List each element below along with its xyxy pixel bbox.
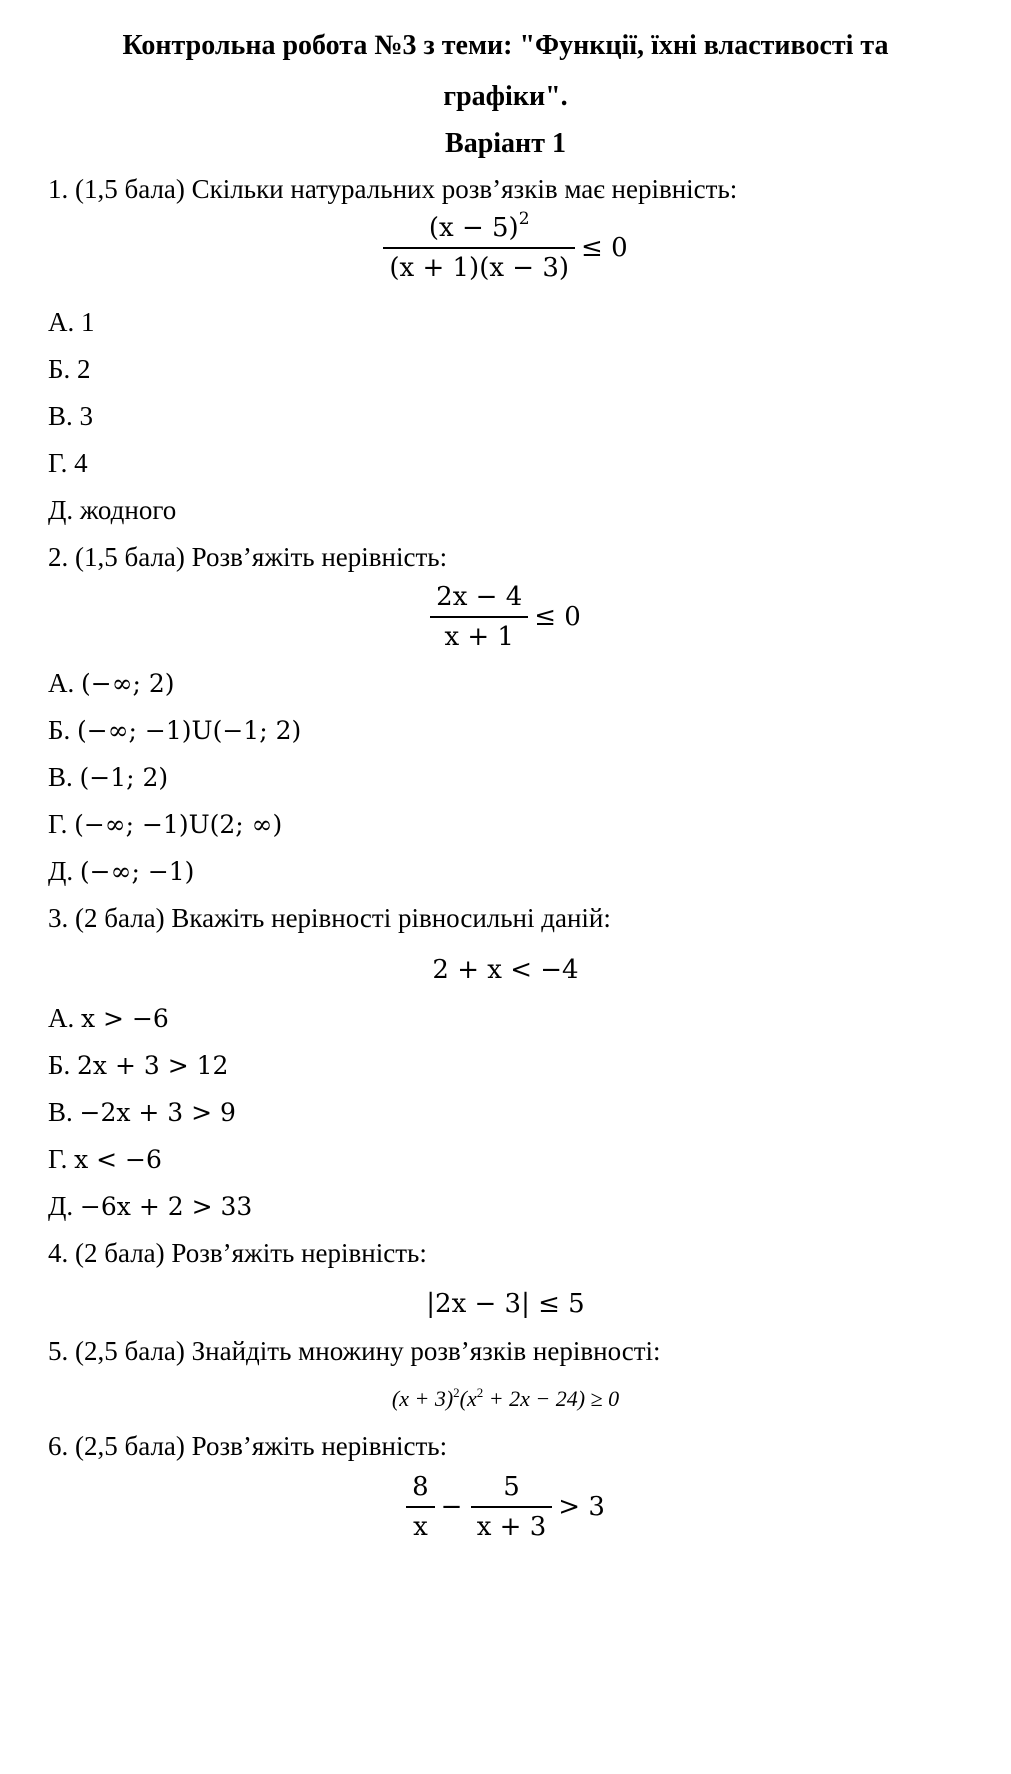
question-2-option-g: Г. (−∞; −1)U(2; ∞) bbox=[48, 809, 283, 839]
question-2-option-d: Д. (−∞; −1) bbox=[48, 856, 195, 886]
question-1-numerator: (x − 5) bbox=[428, 213, 519, 243]
question-3-option-a: А. x > −6 bbox=[48, 1003, 169, 1033]
question-1-option-a: А. 1 bbox=[48, 307, 95, 337]
question-6-formula bbox=[0, 1472, 1011, 1542]
question-2-text: 2. (1,5 бала) Розв’яжіть нерівність: bbox=[48, 542, 448, 572]
question-1-formula bbox=[0, 209, 1011, 283]
question-5-formula: $(x + 3)^2(x^2 + 2x - 24) \ge 0$ bbox=[391, 1385, 620, 1411]
question-2-option-b: Б. (−∞; −1)U(−1; 2) bbox=[48, 715, 302, 745]
variant-heading: Варіант 1 bbox=[445, 128, 566, 159]
question-6-minus: − bbox=[440, 1492, 463, 1522]
question-2-denominator: x + 1 bbox=[430, 616, 528, 652]
question-2-option-v: В. (−1; 2) bbox=[48, 762, 169, 792]
title-line-2: графіки". bbox=[443, 81, 568, 112]
question-6-fraction-2: $\frac{5}{x + 3}$ bbox=[471, 1472, 553, 1542]
question-6-fraction-1: $\frac{8}{x}$ bbox=[406, 1472, 435, 1542]
title-line-1: Контрольна робота №3 з теми: "Функції, їхні властивості та bbox=[122, 30, 889, 61]
question-6-relation: > 3 bbox=[558, 1492, 605, 1522]
question-1-option-g: Г. 4 bbox=[48, 448, 88, 478]
question-1-option-v: В. 3 bbox=[48, 401, 94, 431]
question-1-relation: ≤ 0 bbox=[581, 233, 628, 263]
question-2-relation: ≤ 0 bbox=[534, 602, 581, 632]
question-4-text: 4. (2 бала) Розв’яжіть нерівність: bbox=[48, 1238, 427, 1268]
question-6-text: 6. (2,5 бала) Розв’яжіть нерівність: bbox=[48, 1431, 448, 1461]
question-5-text: 5. (2,5 бала) Знайдіть множину розв’язків нерівності: bbox=[48, 1336, 661, 1366]
question-3-option-d: Д. −6x + 2 > 33 bbox=[48, 1191, 253, 1221]
question-2-option-a: А. (−∞; 2) bbox=[48, 668, 175, 698]
question-1-numerator-exponent: 2 bbox=[518, 209, 530, 229]
question-1-option-b: Б. 2 bbox=[48, 354, 91, 384]
question-2-fraction bbox=[430, 582, 528, 652]
question-3-text: 3. (2 бала) Вкажіть нерівності рівносильні даній: bbox=[48, 903, 611, 933]
question-1-fraction bbox=[383, 209, 575, 283]
question-3-formula: 2 + x < −4 bbox=[432, 955, 579, 985]
question-1-option-d: Д. жодного bbox=[48, 495, 177, 525]
question-2-numerator: 2x − 4 bbox=[436, 582, 523, 612]
question-3-option-g: Г. x < −6 bbox=[48, 1144, 162, 1174]
question-3-option-v: В. −2x + 3 > 9 bbox=[48, 1097, 236, 1127]
question-4-formula: |2x − 3| ≤ 5 bbox=[426, 1289, 585, 1319]
question-1-text: 1. (1,5 бала) Скільки натуральних розв’язків має нерівність: bbox=[48, 174, 738, 204]
question-2-formula bbox=[0, 582, 1011, 652]
question-1-denominator: (x + 1)(x − 3) bbox=[383, 247, 575, 283]
question-3-option-b: Б. 2x + 3 > 12 bbox=[48, 1050, 229, 1080]
